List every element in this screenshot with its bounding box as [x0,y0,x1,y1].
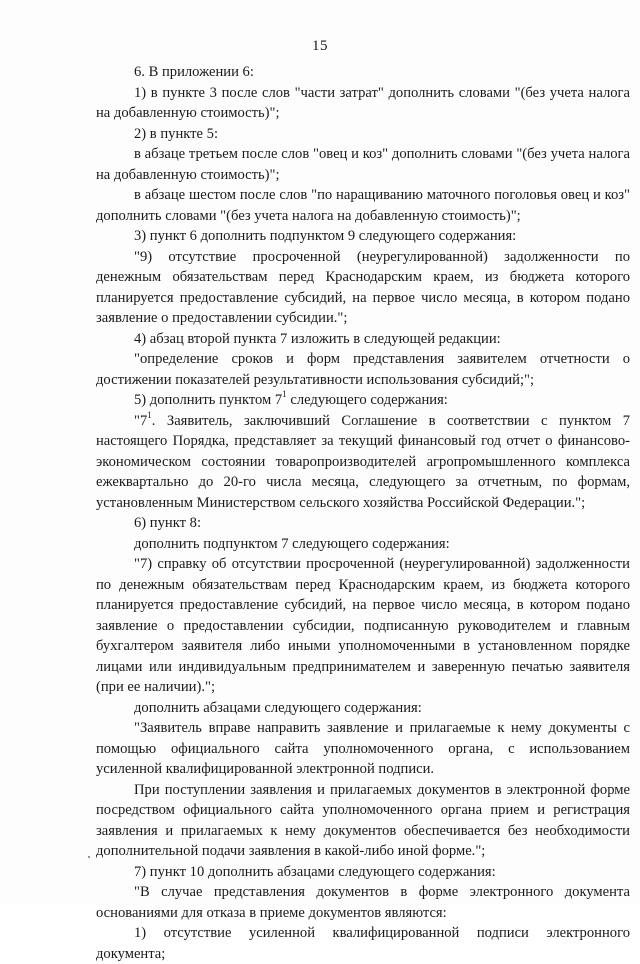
paragraph-item-7-1-start: "7 [134,412,148,429]
paragraph-refusal-ground-1: 1) отсутствие усиленной квалифицированной подписи электронного документа; [96,925,630,962]
paragraph-item-2: 2) в пункте 5: [134,125,219,142]
paragraph-item-4-text: "определение сроков и форм представления заявителем отчетности о достижении показателей результативности использования субсидий;"; [96,351,630,388]
paragraph-subitem-9: "9) отсутствие просроченной (неурегулированной) задолженности по денежным обязательствам перед Краснодарским краем, из бюджета которого планируется предоставление субсидий, на первое число месяца, в котором подано заявление о предоставлении субсидии."; [96,248,630,326]
paragraph-item-1: 1) в пункте 3 после слов "части затрат" дополнить словами "(без учета налога на добавленную стоимость)"; [96,84,630,121]
paragraph-item-2-abzac-3: в абзаце третьем после слов "овец и коз" дополнить словами "(без учета налога на добавленную стоимость)"; [96,146,630,183]
page-number: 15 [312,38,328,54]
document-body [96,62,630,964]
paragraph-add-abzacs: дополнить абзацами следующего содержания: [134,699,422,716]
paragraph-item-7-1-text: . Заявитель, заключивший Соглашение в соответствии с пунктом 7 настоящего Порядка, представляет за текущий финансовый год отчет о финансово-экономическом состоянии товаропроизводителей агропромышленного комплекса ежеквартально до 20-го числа месяца, следующего за отчетным, по формам, установленным Министерством сельского хозяйства Российской Федерации."; [96,412,630,511]
paragraph-electronic-document-case: "В случае представления документов в форме электронного документа основаниями для отказа в приеме документов являются: [96,884,630,921]
paragraph-item-4: 4) абзац второй пункта 7 изложить в следующей редакции: [134,330,501,347]
scan-speck [88,856,90,858]
superscript: 1 [282,389,287,400]
paragraph-item-5-text: 5) дополнить пунктом 7 [134,392,283,408]
paragraph-item-7: 7) пункт 10 дополнить абзацами следующего содержания: [134,863,496,880]
paragraph-appendix-6: 6. В приложении 6: [134,64,254,80]
paragraph-subitem-7-text: "7) справку об отсутствии просроченной (неурегулированной) задолженности по денежным обязательствам перед Краснодарским краем, из бюджета которого планируется предоставление субсидий, на первое число месяца, в котором подано заявление о предоставлении субсидии, подписанную руководителем и главным бухгалтером заявителя либо иными уполномоченными в установленном порядке лицами или индивидуальным предпринимателем и заверенную печатью заявителя (при ее наличии)."; [96,556,630,695]
paragraph-item-5 [96,390,630,411]
paragraph-electronic-receipt: При поступлении заявления и прилагаемых документов в электронной форме посредством официального сайта уполномоченного органа прием и регистрация заявления и прилагаемых к нему документов обеспечивается без необходимости дополнительной подачи заявления в какой-либо иной форме."; [96,781,630,859]
paragraph-item-7-1 [96,411,630,514]
paragraph-item-5-text-end: следующего содержания: [286,392,448,408]
paragraph-item-6: 6) пункт 8: [134,515,201,531]
paragraph-add-subitem-7: дополнить подпунктом 7 следующего содержания: [134,535,450,552]
paragraph-applicant-right: "Заявитель вправе направить заявление и прилагаемые к нему документы с помощью официального сайта уполномоченного органа, с использованием усиленной квалифицированной электронной подписи. [96,720,630,777]
paragraph-item-2-abzac-6: в абзаце шестом после слов "по наращиванию маточного поголовья овец и коз" дополнить словами "(без учета налога на добавленную стоимость)"; [96,187,630,224]
superscript: 1 [147,409,152,420]
paragraph-item-3: 3) пункт 6 дополнить подпунктом 9 следующего содержания: [134,228,517,244]
